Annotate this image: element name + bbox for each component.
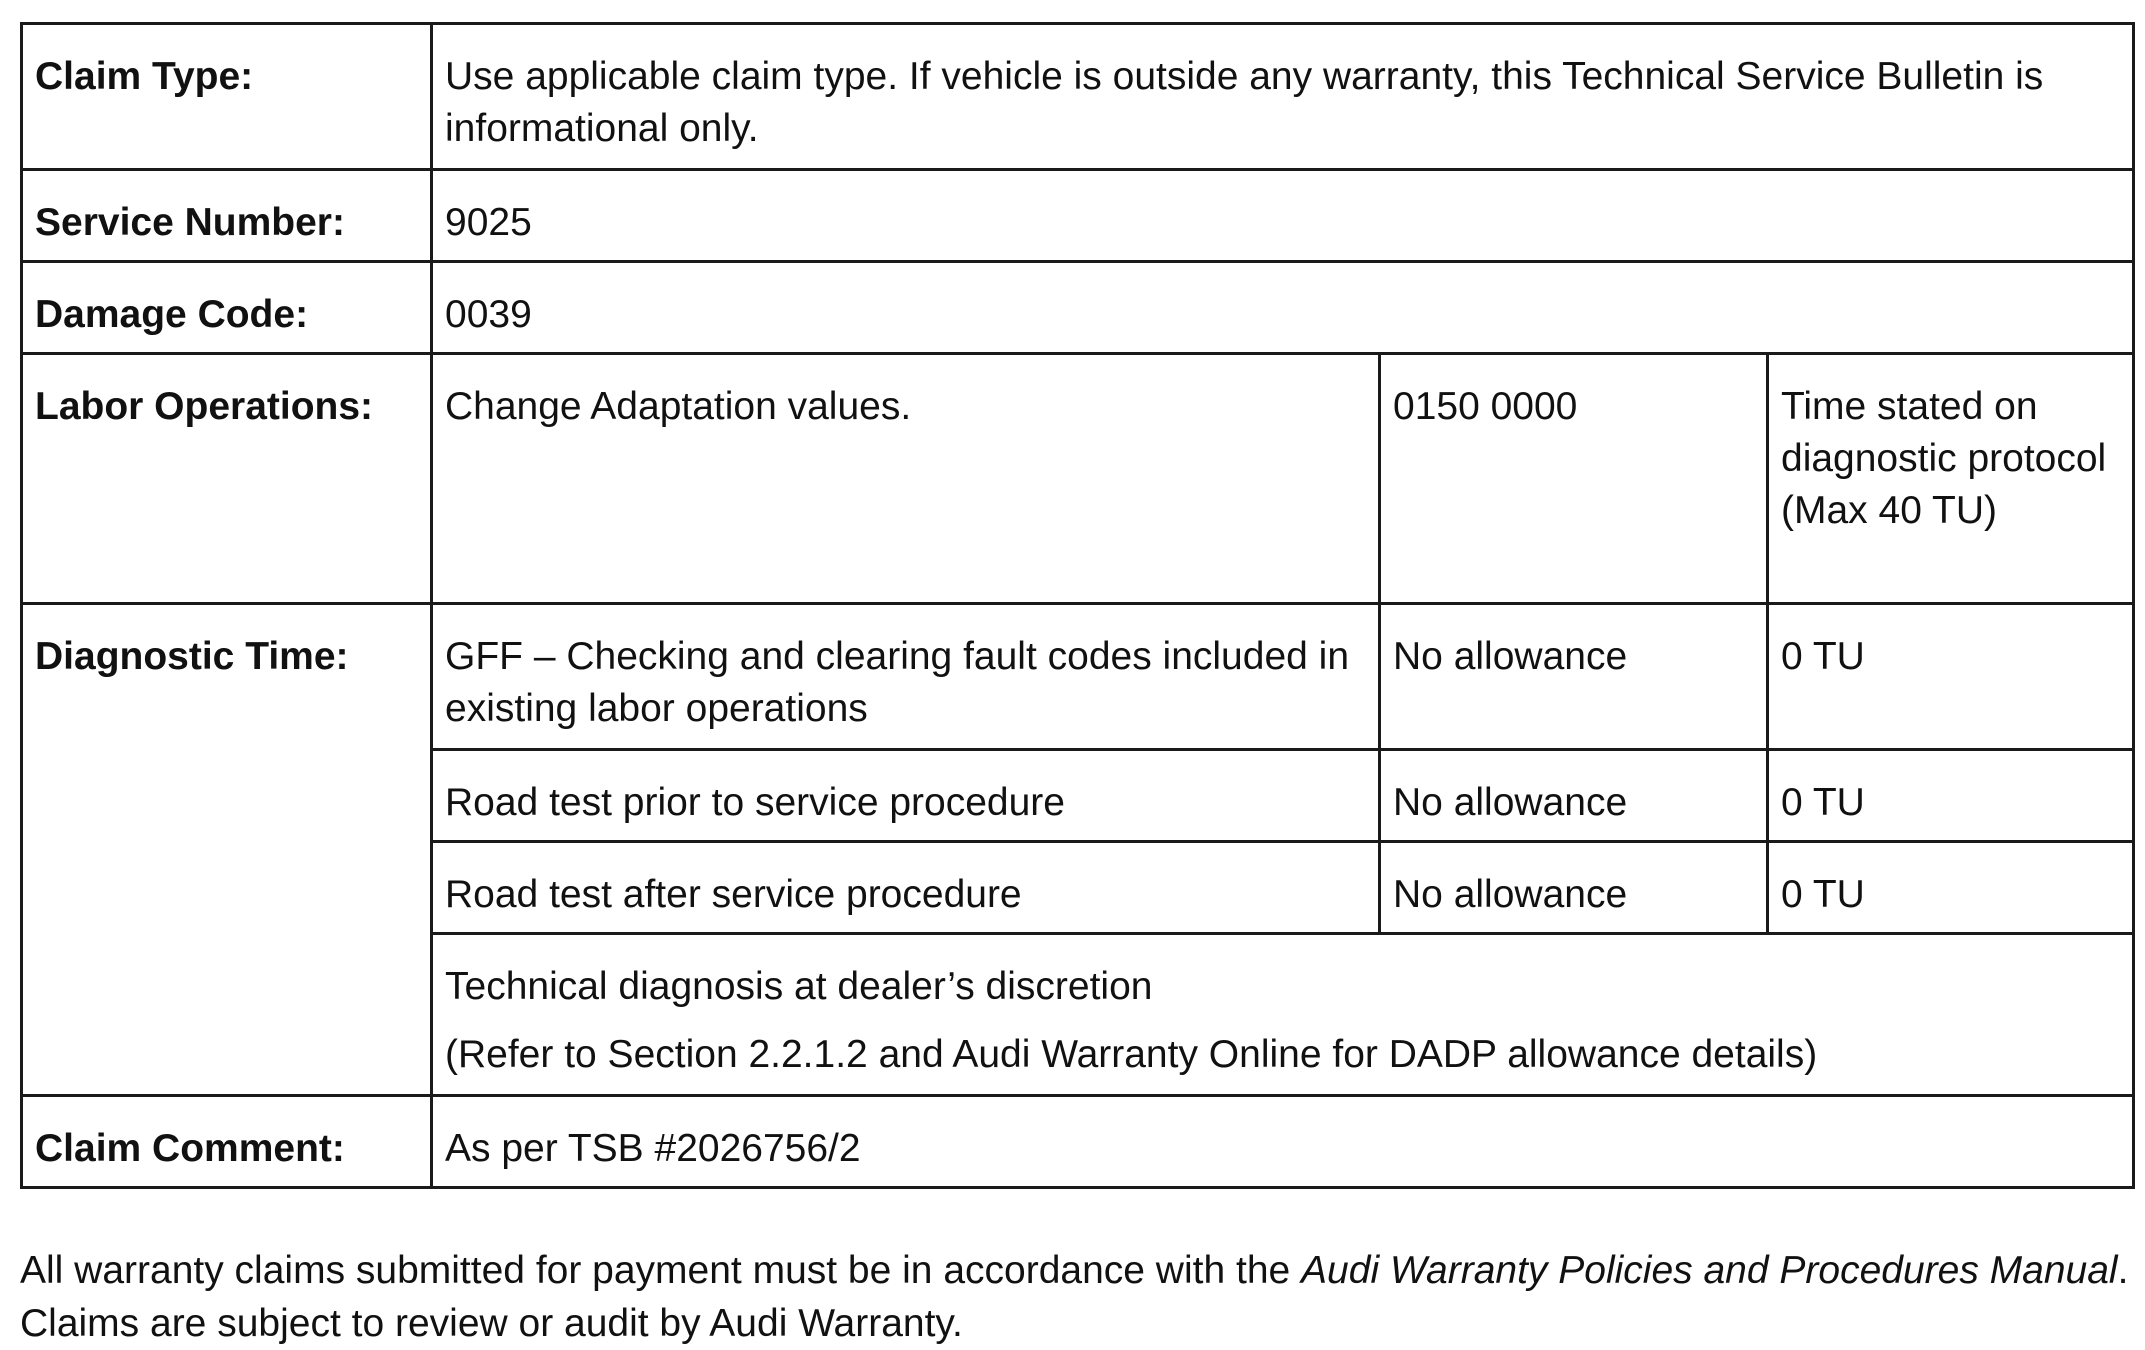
- warranty-claim-sheet: [20, 22, 2132, 1189]
- claim-type-value: Use applicable claim type. If vehicle is outside any warranty, this Technical Service Bulletin is informational only.: [432, 24, 2134, 170]
- diagnostic-description: Road test after service procedure: [432, 842, 1380, 934]
- warranty-footer-note: [20, 1244, 2130, 1350]
- technical-diagnosis-reference: (Refer to Section 2.2.1.2 and Audi Warranty Online for DADP allowance details): [445, 1033, 1818, 1076]
- claim-comment-row: [22, 1096, 2134, 1188]
- diagnostic-time-label: Diagnostic Time:: [22, 604, 432, 1096]
- claim-type-label: Claim Type:: [22, 24, 432, 170]
- technical-diagnosis-text: Technical diagnosis at dealer’s discretion: [445, 965, 1153, 1008]
- diagnostic-time-value: 0 TU: [1768, 842, 2134, 934]
- service-number-value: 9025: [432, 170, 2134, 262]
- labor-operations-row: [22, 354, 2134, 604]
- damage-code-value: 0039: [432, 262, 2134, 354]
- footer-text-start: All warranty claims submitted for payment must be in accordance with the: [20, 1249, 1302, 1292]
- labor-operation-code: 0150 0000: [1380, 354, 1768, 604]
- technical-diagnosis-cell: [432, 934, 2134, 1096]
- diagnostic-time-value: 0 TU: [1768, 750, 2134, 842]
- diagnostic-description: GFF – Checking and clearing fault codes included in existing labor operations: [432, 604, 1380, 750]
- labor-operations-label: Labor Operations:: [22, 354, 432, 604]
- diagnostic-allowance: No allowance: [1380, 842, 1768, 934]
- claim-info-table: [20, 22, 2135, 1189]
- manual-title: Audi Warranty Policies and Procedures Manual: [1301, 1249, 2118, 1292]
- diagnostic-allowance: No allowance: [1380, 604, 1768, 750]
- damage-code-row: [22, 262, 2134, 354]
- claim-comment-label: Claim Comment:: [22, 1096, 432, 1188]
- claim-type-row: [22, 24, 2134, 170]
- service-number-row: [22, 170, 2134, 262]
- labor-operation-description: Change Adaptation values.: [432, 354, 1380, 604]
- diagnostic-row: [22, 604, 2134, 750]
- diagnostic-time-value: 0 TU: [1768, 604, 2134, 750]
- claim-comment-value: As per TSB #2026756/2: [432, 1096, 2134, 1188]
- service-number-label: Service Number:: [22, 170, 432, 262]
- damage-code-label: Damage Code:: [22, 262, 432, 354]
- diagnostic-allowance: No allowance: [1380, 750, 1768, 842]
- footer-text-end: . Claims are subject to review or audit by Audi Warranty.: [20, 1249, 2129, 1345]
- diagnostic-description: Road test prior to service procedure: [432, 750, 1380, 842]
- labor-operation-time: Time stated on diagnostic protocol (Max 40 TU): [1768, 354, 2134, 604]
